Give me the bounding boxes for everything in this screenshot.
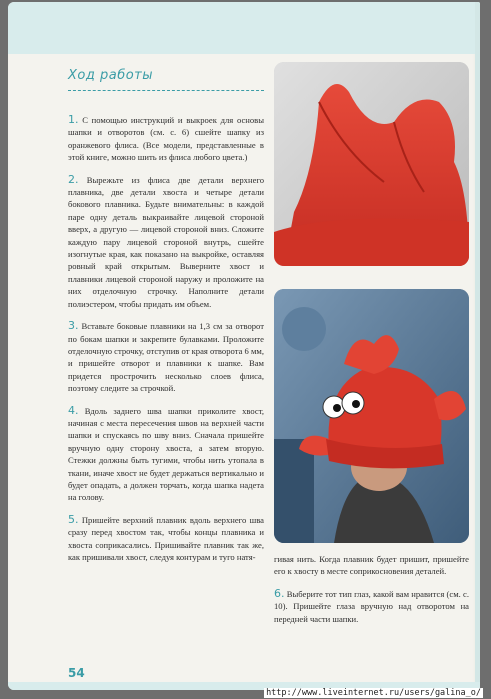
step-number: 1. xyxy=(68,113,79,126)
fin-closeup-photo xyxy=(274,62,469,266)
step-text: Вдоль заднего шва шапки приколите хвост, начиная с места пересечения швов на верхней части шапки и спускаясь по шву вниз. Сначала пришейте вручную одну сторону хвоста, а затем вторую. Стежки должны быть тугими, чтобы нить утопала в ткани, иначе хвост не будет держаться вертикально и будет опадать, а должен торчать, когда шапка надета на голову. xyxy=(68,405,264,503)
step-number: 3. xyxy=(68,319,79,333)
step-text: Вставьте боковые плавники на 1,3 см за отворот по бокам шапки и закрепите булавками. Проложите отделочную строчку, отступив от края отворота 6 мм, и пришейте отворот и плавники к шапке. Вам придется прострочить несколько слоев флиса, поэтому следите за строчкой. xyxy=(68,321,265,394)
step-1 xyxy=(68,114,264,164)
step-text: Пришейте верхний плавник вдоль верхнего шва сразу перед хвостом так, чтобы концы плавника и хвоста соприкасались. Пришивайте плавник так же, как пришивали хвост, следуя контурам и туго натя- xyxy=(68,514,264,562)
scalloped-border xyxy=(8,46,480,56)
step-number: 2. xyxy=(68,172,79,186)
step-text: Вырежьте из флиса две детали верхнего плавника, две детали хвоста и четыре детали бокового плавника. Будьте внимательны: в каждой паре одну деталь выкраивайте лицевой стороной вверх, а другую — лицевой стороной вниз. Сложите каждую пару лицевой стороной внутрь, сшейте изогнутые края, как показано на выкройке, оставляя ровный край открытым. Выверните хвост и плавники лицевой стороной наружу и проложите на них отделочную строчку. Наполните детали полиэстером, чтобы придать им объем. xyxy=(68,174,264,309)
step-5-continuation: гивая нить. Когда плавник будет пришит, пришейте его к хвосту в месте соприкосновения деталей. xyxy=(274,554,469,577)
watermark-url: http://www.liveinternet.ru/users/galina_o/ xyxy=(266,688,481,698)
step-4 xyxy=(68,405,264,504)
section-title: Ход работы xyxy=(68,68,154,83)
step-text: Выберите тот тип глаз, какой вам нравится (см. с. 10). Пришейте глаза вручную над отворотом на передней части шапки. xyxy=(274,588,469,624)
step-number: 6. xyxy=(274,586,285,600)
step-number: 4. xyxy=(68,403,79,417)
step-3 xyxy=(68,320,264,394)
instructions-left-column xyxy=(68,114,264,573)
step-text: С помощью инструкций и выкроек для основы шапки и отворотов (см. с. 6) сшейте шапку из оранжевого флиса. (Все модели, представленные в этой книге, можно шить из флиса любого цвета.) xyxy=(68,115,264,163)
instructions-right-column xyxy=(274,553,469,635)
step-6 xyxy=(274,588,469,625)
page-edge xyxy=(475,2,480,690)
page-number: 54 xyxy=(68,666,85,680)
step-5 xyxy=(68,514,264,564)
child-wearing-hat-photo xyxy=(274,289,469,543)
step-2 xyxy=(68,174,264,310)
title-underline xyxy=(68,90,264,91)
book-page xyxy=(8,2,480,690)
step-number: 5. xyxy=(68,512,79,526)
